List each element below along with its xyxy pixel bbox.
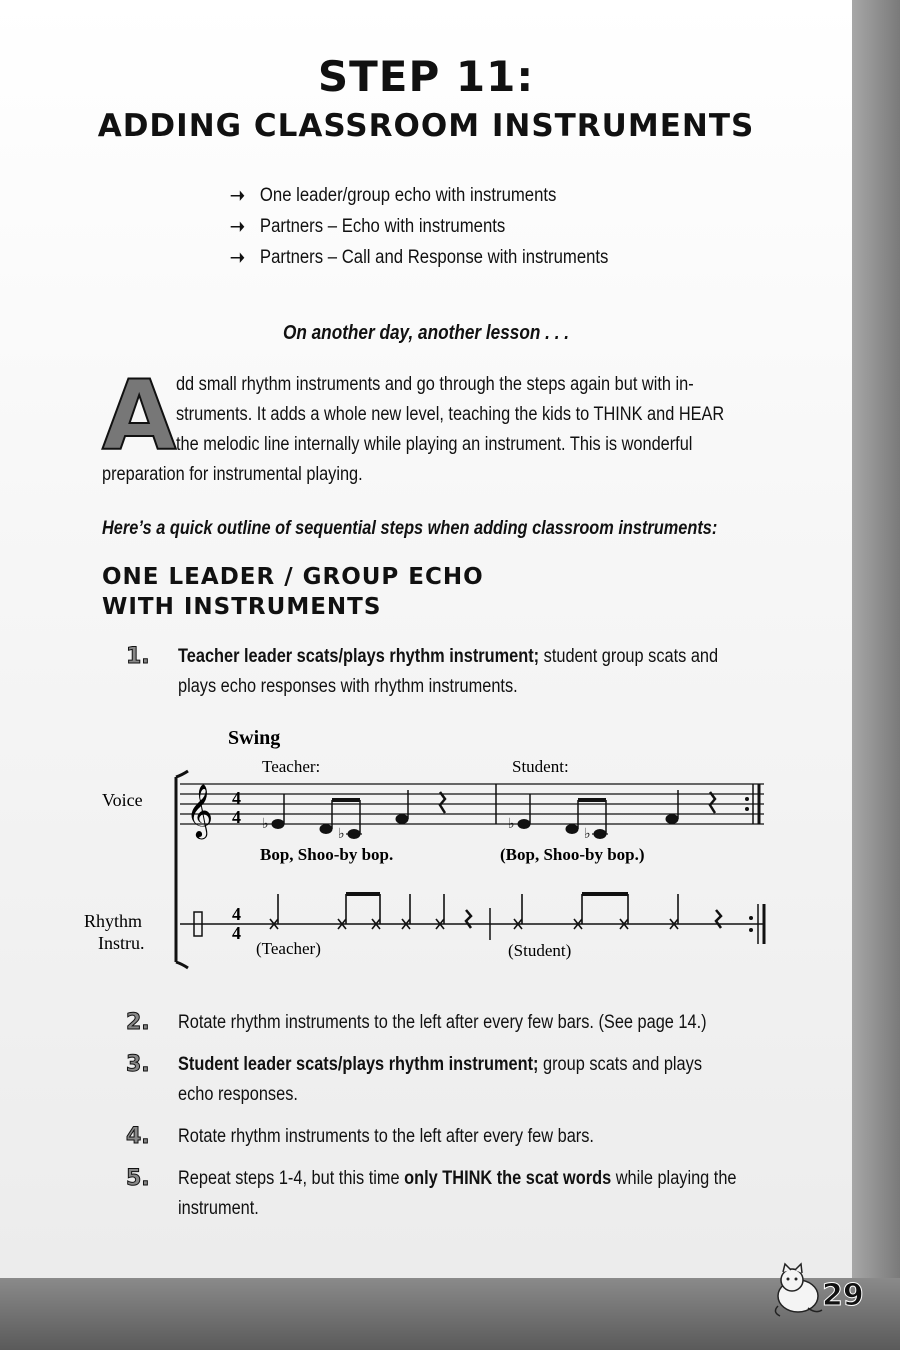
step-5: 5. Repeat steps 1-4, but this time only THINK the scat words while playing the instrument. xyxy=(126,1166,737,1219)
page-subtitle: ADDING CLASSROOM INSTRUMENTS xyxy=(97,108,755,144)
list-item: ➝ One leader/group echo with instruments xyxy=(230,180,608,211)
voice-label: Voice xyxy=(102,790,143,810)
page-edge-shadow xyxy=(852,0,900,1278)
list-item: ➝ Partners – Echo with instruments xyxy=(230,211,608,242)
treble-clef-icon: 𝄞 xyxy=(186,785,214,836)
arrow-icon: ➝ xyxy=(230,246,245,269)
music-score xyxy=(80,722,780,972)
step-2: 2. Rotate rhythm instruments to the left after every few bars. (See page 14.) xyxy=(126,1010,707,1035)
lesson-subtitle: On another day, another lesson . . . xyxy=(282,322,570,344)
page-number: 29 xyxy=(822,1278,864,1313)
svg-text:♭: ♭ xyxy=(338,827,345,842)
lyrics-student: (Bop, Shoo-by bop.) xyxy=(500,845,645,864)
svg-text:♭: ♭ xyxy=(508,817,515,832)
page-bottom-shadow xyxy=(0,1278,900,1350)
drop-cap: A xyxy=(102,360,177,472)
rhythm-teacher-note: (Teacher) xyxy=(256,939,321,958)
arrow-icon: ➝ xyxy=(230,215,245,238)
rhythm-staff xyxy=(180,892,764,944)
intro-paragraph: dd small rhythm instruments and go through the steps again but with in- struments. It adds a whole new level, teaching the kids to THINK and HEAR the melodic line internally while playing an instrument. This is wonderful preparation for instrumental playing. xyxy=(102,374,725,485)
bullet-list xyxy=(230,180,660,273)
section-heading: ONE LEADER / GROUP ECHO WITH INSTRUMENTS xyxy=(102,564,484,620)
step-1: 1. Teacher leader scats/plays rhythm instrument; student group scats and plays echo responses with rhythm instruments. xyxy=(126,644,719,697)
lyrics-teacher: Bop, Shoo-by bop. xyxy=(260,845,394,864)
voice-notes xyxy=(262,790,715,842)
svg-text:4: 4 xyxy=(232,923,241,943)
tempo-marking: Swing xyxy=(228,727,281,749)
page-title: STEP 11: xyxy=(317,52,535,101)
svg-text:4: 4 xyxy=(232,904,241,924)
svg-text:♭: ♭ xyxy=(584,827,591,842)
outline-intro: Here’s a quick outline of sequential steps when adding classroom instruments: xyxy=(102,518,718,539)
list-item: ➝ Partners – Call and Response with instruments xyxy=(230,242,608,273)
svg-text:4: 4 xyxy=(232,788,241,808)
rhythm-label-2: Instru. xyxy=(98,933,145,953)
rhythm-student-note: (Student) xyxy=(508,941,572,960)
step-4: 4. Rotate rhythm instruments to the left after every few bars. xyxy=(126,1124,594,1149)
teacher-label: Teacher: xyxy=(262,757,321,776)
svg-text:♭: ♭ xyxy=(262,817,269,832)
student-label: Student: xyxy=(512,757,569,776)
rhythm-label: Rhythm xyxy=(84,911,143,931)
svg-text:4: 4 xyxy=(232,807,241,827)
arrow-icon: ➝ xyxy=(230,184,245,207)
step-3: 3. Student leader scats/plays rhythm instrument; group scats and plays echo responses. xyxy=(126,1052,702,1105)
